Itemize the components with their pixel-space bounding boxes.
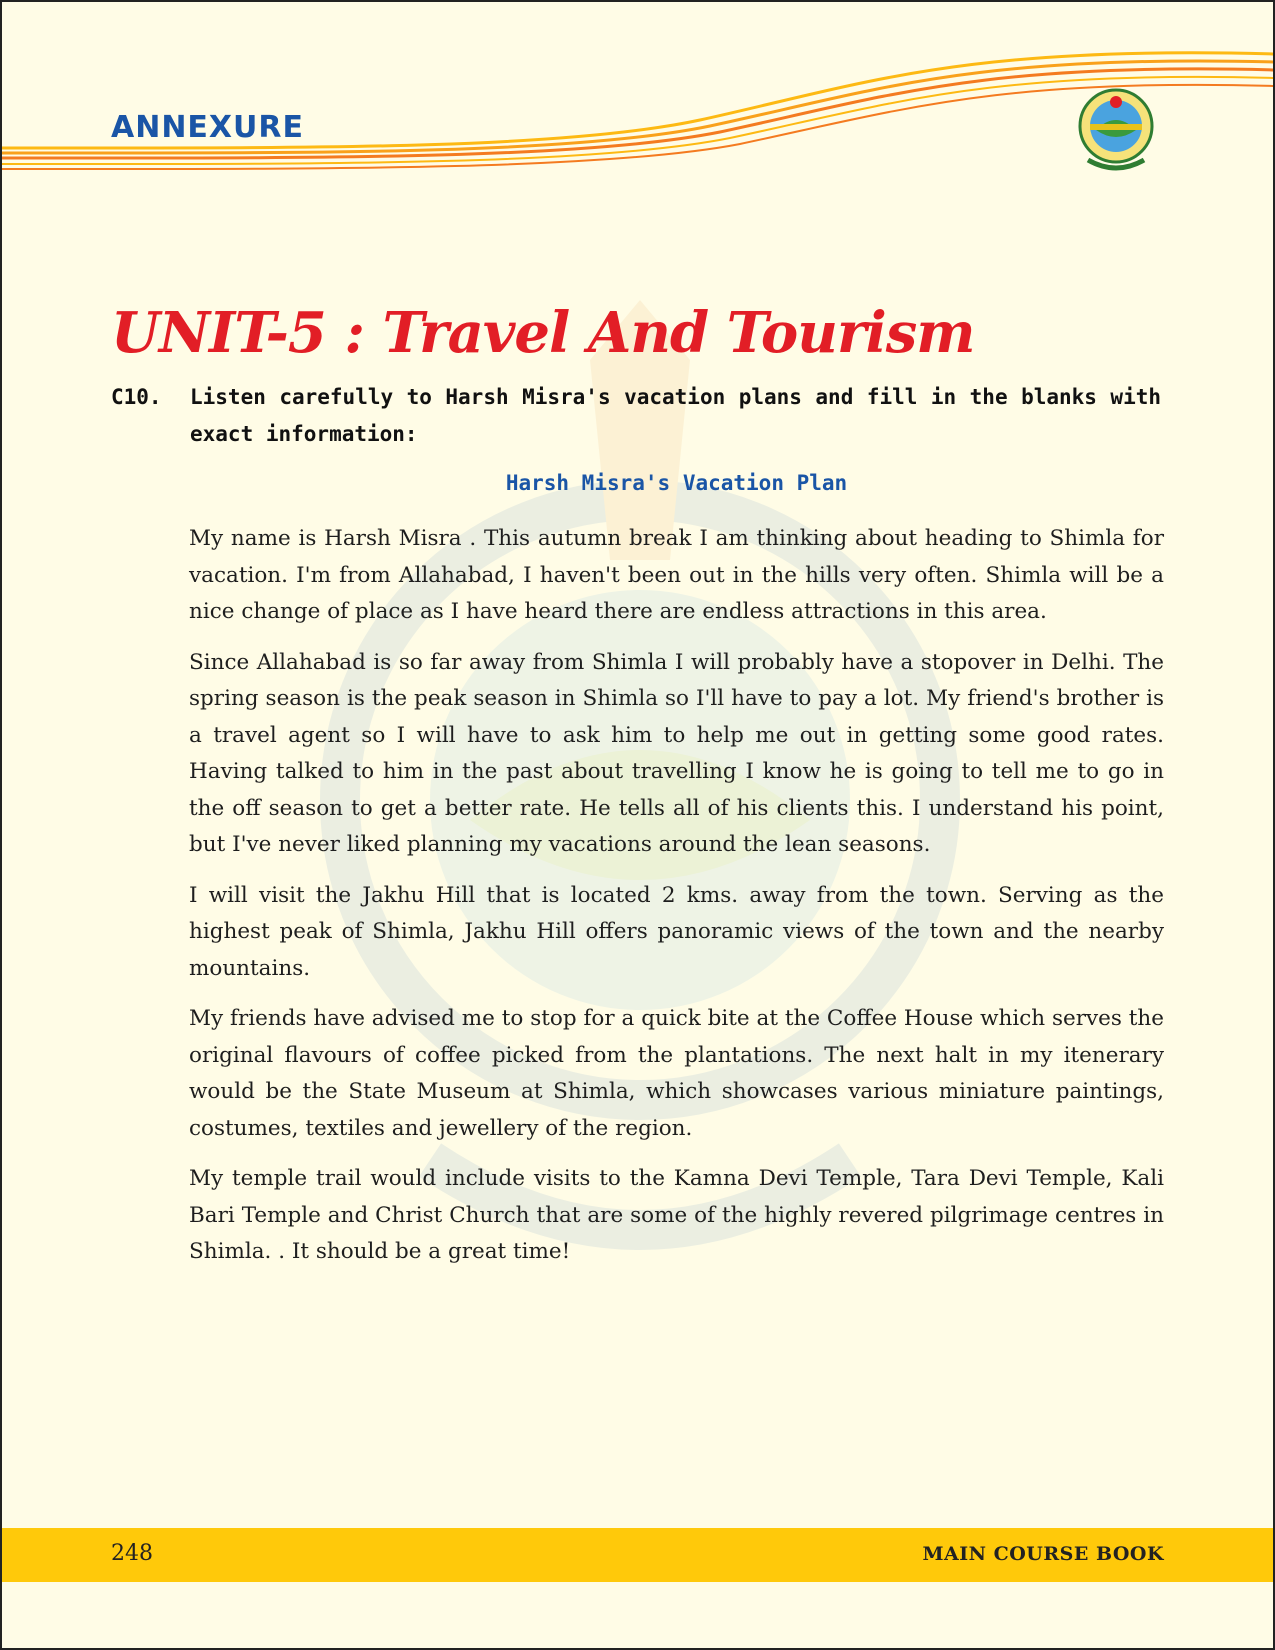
passage-title: Harsh Misra's Vacation Plan bbox=[505, 471, 848, 495]
page-number: 248 bbox=[111, 1541, 153, 1566]
page-border-top bbox=[0, 0, 1275, 2]
passage-paragraph: My friends have advised me to stop for a quick bite at the Coffee House which serves the original flavours of coffee picked from the plantations. The next halt in my itenerary would be the State Museum at Shimla, which showcases various miniature paintings, costumes, textiles and jewellery of the region. bbox=[189, 1006, 1164, 1141]
section-label: ANNEXURE bbox=[111, 110, 305, 145]
passage-paragraph: My temple trail would include visits to the Kamna Devi Temple, Tara Devi Temple, Kali Bari Temple and Christ Church that are some of the highly revered pilgrimage centres in Shimla. . It should be a great time! bbox=[189, 1166, 1164, 1264]
cbse-logo-icon bbox=[1068, 80, 1164, 180]
unit-title: UNIT-5 : Travel And Tourism bbox=[111, 300, 975, 366]
passage-body bbox=[189, 521, 1164, 1285]
question-prompt bbox=[111, 379, 1161, 453]
page-border-left bbox=[0, 0, 2, 1650]
passage-paragraph: Since Allahabad is so far away from Shimla I will probably have a stopover in Delhi. The spring season is the peak season in Shimla so I'll have to pay a lot. My friend's brother is a travel agent so I will have to ask him to help me out in getting some good rates. Having talked to him in the past about travelling I know he is going to tell me to go in the off season to get a better rate. He tells all of his clients this. I understand his point, but I've never liked planning my vacations around the lean seasons. bbox=[189, 649, 1164, 857]
book-name: MAIN COURSE BOOK bbox=[922, 1543, 1164, 1565]
question-number: C10. bbox=[111, 385, 162, 409]
question-text: Listen carefully to Harsh Misra's vacation plans and fill in the blanks with exact information: bbox=[190, 385, 1161, 446]
passage-paragraph: My name is Harsh Misra . This autumn break I am thinking about heading to Shimla for vacation. I'm from Allahabad, I haven't been out in the hills very often. Shimla will be a nice change of place as I have heard there are endless attractions in this area. bbox=[189, 526, 1164, 624]
passage-paragraph: I will visit the Jakhu Hill that is located 2 kms. away from the town. Serving as the highest peak of Shimla, Jakhu Hill offers panoramic views of the town and the nearby mountains. bbox=[189, 882, 1164, 981]
